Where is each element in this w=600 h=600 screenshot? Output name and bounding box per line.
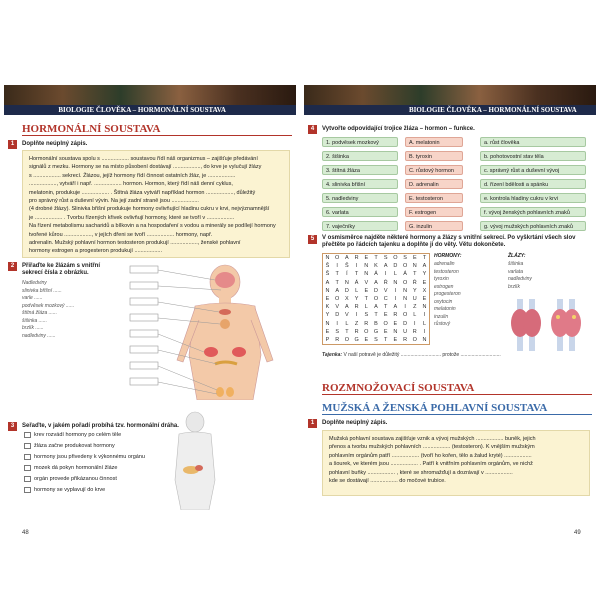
- hormone-word: melatonin: [434, 306, 456, 312]
- grid-letter[interactable]: S: [335, 328, 340, 335]
- left-page-number: 48: [22, 530, 29, 536]
- hormone-word: oxytocin: [434, 298, 453, 305]
- q3-checkbox[interactable]: [24, 465, 31, 471]
- q3-text: Seřaďte, v jakém pořadí probíhá tzv. hormonální dráha.: [22, 423, 179, 429]
- grid-letter[interactable]: O: [402, 312, 408, 319]
- grid-letter[interactable]: Á: [374, 271, 378, 278]
- grid-letter[interactable]: R: [393, 312, 398, 319]
- function-item[interactable]: c. správný růst a duševní vývoj: [480, 165, 586, 175]
- grid-letter[interactable]: A: [345, 255, 349, 261]
- hormone-item[interactable]: E. testosteron: [405, 193, 463, 203]
- q2-text: Přiřaďte ke žlázám s vnitřní sekrecí čísla z obrázku.: [22, 263, 101, 276]
- grid-letter[interactable]: X: [345, 296, 349, 302]
- hormony-list: [434, 261, 479, 329]
- hormone-word: inzulin: [434, 313, 449, 320]
- grid-letter[interactable]: R: [364, 320, 369, 327]
- q2-item: varle ......: [22, 295, 43, 301]
- gland-item[interactable]: 1. podvěsek mozkový: [322, 137, 398, 147]
- q2-number: 2: [8, 262, 17, 271]
- hormony-label: HORMONY:: [434, 253, 462, 259]
- gland-item[interactable]: 5. nadledviny: [322, 193, 398, 203]
- grid-letter[interactable]: T: [413, 271, 417, 278]
- q4-number: 4: [308, 125, 317, 134]
- tajenka-label: Tajenka:: [322, 352, 343, 358]
- gland-word: varlata: [508, 268, 524, 275]
- q2-item: nadledviny ......: [22, 332, 56, 339]
- hormone-word: testosteron: [434, 268, 459, 275]
- q3-item: hormony se vyplavují do krve: [34, 487, 106, 493]
- tajenka-sentence: V naší potravě je důležitý ............................. protože .............................: [343, 352, 501, 358]
- grid-letter[interactable]: O: [364, 328, 369, 335]
- q3-item: orgán provede přikázanou činnost: [34, 476, 117, 482]
- grid-letter[interactable]: T: [384, 304, 388, 311]
- r-q1-text: Doplňte neúplný zápis.: [322, 420, 388, 426]
- grid-letter[interactable]: Z: [413, 304, 417, 311]
- grid-letter[interactable]: P: [325, 337, 330, 343]
- grid-letter[interactable]: N: [325, 320, 330, 327]
- q3-item: hormony jsou přivedeny k výkonnému orgánu: [34, 454, 145, 460]
- grid-letter[interactable]: I: [404, 304, 406, 311]
- q3-checkbox[interactable]: [24, 476, 31, 482]
- grid-letter[interactable]: O: [335, 255, 340, 261]
- body-outline-illustration: [165, 410, 235, 510]
- r-q1-line: pohlavním orgánům patří .................. (tvoří ho kořen, tělo a žalud kryté) ..................: [329, 452, 532, 459]
- grid-letter[interactable]: Ř: [383, 279, 388, 286]
- grid-letter[interactable]: S: [374, 337, 378, 343]
- grid-letter[interactable]: R: [403, 337, 408, 343]
- thyroid-illustration: [498, 295, 590, 355]
- grid-letter[interactable]: L: [413, 312, 417, 319]
- q1-number: 1: [8, 140, 17, 149]
- r-q1-line: přenos a tvorbu mužských pohlavních .................. (testosteron). K vnějším mužským: [329, 444, 535, 451]
- grid-letter[interactable]: A: [383, 263, 388, 270]
- grid-letter[interactable]: O: [335, 296, 340, 302]
- grid-letter[interactable]: L: [422, 320, 427, 327]
- gland-word: nadledviny: [508, 276, 532, 282]
- grid-letter[interactable]: S: [403, 255, 407, 261]
- grid-letter[interactable]: Š: [345, 263, 349, 270]
- grid-letter[interactable]: I: [423, 312, 426, 319]
- q2-item: podvěsek mozkový ......: [22, 302, 75, 309]
- grid-letter[interactable]: R: [354, 328, 359, 335]
- q3-item: žláza začne produkovat hormony: [34, 443, 115, 449]
- grid-letter[interactable]: Y: [325, 312, 330, 319]
- grid-letter[interactable]: D: [403, 320, 408, 327]
- grid-letter[interactable]: I: [384, 271, 387, 278]
- q3-item: mozek dá pokyn hormonální žláze: [34, 465, 118, 471]
- q5-number: 5: [308, 235, 317, 244]
- gland-word: šišinka: [508, 261, 524, 267]
- grid-letter[interactable]: T: [345, 328, 349, 335]
- grid-letter[interactable]: N: [422, 304, 427, 311]
- label-boxes: [130, 266, 158, 385]
- q3-checkbox[interactable]: [24, 443, 31, 449]
- grid-letter[interactable]: E: [325, 296, 330, 302]
- grid-letter[interactable]: A: [393, 304, 398, 311]
- hormone-word: progesteron: [434, 291, 461, 297]
- grid-letter[interactable]: O: [393, 255, 398, 261]
- grid-letter[interactable]: T: [384, 337, 388, 343]
- q1-line: signálů z mezku. Hormony se na místo působení dostávají .................., do krve je vylučují žlázy: [29, 164, 262, 171]
- hormone-item[interactable]: G. inzulin: [405, 221, 463, 231]
- grid-letter[interactable]: T: [335, 271, 339, 278]
- q3-item: krev rozvádí hormony po celém těle: [34, 432, 122, 438]
- q1-line: s .................. sekrecí. Žlázou, jejíž hormony řídí činnost ostatních žláz, je ..................: [29, 172, 236, 179]
- grid-letter[interactable]: U: [403, 328, 408, 335]
- hormone-item[interactable]: B. tyroxin: [405, 151, 463, 161]
- grid-letter[interactable]: S: [364, 312, 369, 319]
- hormone-word: růstový: [434, 321, 451, 327]
- grid-letter[interactable]: R: [354, 255, 359, 261]
- grid-letter[interactable]: A: [374, 279, 378, 286]
- right-page-number: 49: [574, 530, 581, 536]
- hormone-word: adrenalin: [434, 261, 455, 267]
- grid-letter[interactable]: A: [422, 263, 427, 270]
- grid-letter[interactable]: Z: [354, 320, 359, 327]
- grid-letter[interactable]: N: [412, 263, 417, 270]
- human-body-illustration: [125, 260, 295, 400]
- banner-right: [304, 85, 596, 115]
- q1-line: (4 drobné žlázy). Slinivka břišní produkuje hormony ovlivňující hladinu cukru v krvi, nejvýznamnější: [29, 206, 270, 213]
- grid-letter[interactable]: O: [344, 337, 350, 343]
- grid-letter[interactable]: I: [336, 320, 338, 327]
- banner-left-title: BIOLOGIE ČLOVĚKA – HORMONÁLNÍ SOUSTAVA: [4, 105, 296, 115]
- q2-item: brzlík ......: [22, 325, 44, 331]
- grid-letter[interactable]: G: [354, 337, 359, 343]
- grid-letter[interactable]: D: [335, 312, 340, 319]
- q3-number: 3: [8, 422, 17, 431]
- q1-fill-box: [22, 150, 290, 258]
- grid-letter[interactable]: Y: [412, 287, 417, 294]
- section-rozmnozovaci: ROZMNOŽOVACÍ SOUSTAVA: [322, 382, 592, 395]
- grid-letter[interactable]: Y: [422, 271, 427, 278]
- hormone-item[interactable]: C. růstový hormon: [405, 165, 463, 175]
- hormone-word: estrogen: [434, 283, 454, 290]
- zlazy-label: ŽLÁZY:: [508, 253, 526, 259]
- grid-letter[interactable]: E: [325, 328, 330, 335]
- grid-letter[interactable]: N: [325, 255, 330, 261]
- grid-letter[interactable]: Š: [325, 263, 330, 270]
- grid-letter[interactable]: N: [364, 271, 369, 278]
- grid-letter[interactable]: D: [344, 287, 349, 294]
- grid-letter[interactable]: T: [374, 312, 378, 319]
- grid-letter[interactable]: D: [374, 287, 378, 294]
- grid-letter[interactable]: A: [335, 287, 340, 294]
- grid-letter[interactable]: R: [354, 304, 359, 311]
- grid-letter[interactable]: E: [422, 279, 427, 286]
- grid-letter[interactable]: N: [403, 287, 408, 294]
- q3-checkbox[interactable]: [24, 432, 31, 438]
- banner-right-title: BIOLOGIE ČLOVĚKA – HORMONÁLNÍ SOUSTAVA: [304, 105, 596, 115]
- grid-letter[interactable]: L: [364, 304, 368, 311]
- grid-letter[interactable]: N: [393, 279, 398, 286]
- grid-letter[interactable]: E: [383, 328, 388, 335]
- q3-checkbox[interactable]: [24, 487, 31, 493]
- q5-text: V osmisměrce najděte některé hormony a žlázy s vnitřní sekrecí. Po vyškrtání všech slov přečtěte po řádcích tajenku a doplňte ji do věty. Větu dokončete.: [322, 235, 576, 248]
- gland-item[interactable]: 2. šišinka: [322, 151, 398, 161]
- r-q1-line: Mužská pohlavní soustava zajišťuje vznik a vývoj mužských .................. buněk, jejich: [329, 436, 536, 442]
- grid-letter[interactable]: Í: [346, 271, 348, 278]
- hormone-item[interactable]: F. estrogen: [405, 207, 463, 217]
- function-item[interactable]: g. vývoj mužských pohlavních znaků: [480, 221, 586, 231]
- q1-line: .................., vytváří i např. .................. hormon. Hormon, který řídí náš denní cyklus,: [29, 181, 233, 188]
- grid-letter[interactable]: E: [364, 255, 369, 261]
- q1-line: adrenalin. Mužský pohlavní hormon testosteron produkují .................., ženské pohlavní: [29, 240, 241, 247]
- hormone-item[interactable]: D. adrenalin: [405, 179, 463, 189]
- grid-letter[interactable]: L: [355, 287, 359, 294]
- grid-letter[interactable]: N: [344, 279, 349, 286]
- grid-letter[interactable]: S: [383, 255, 388, 261]
- q2-item: slinivka břišní ......: [22, 287, 62, 294]
- left-section-title: HORMONÁLNÍ SOUSTAVA: [22, 123, 292, 136]
- q1-line: Na řízení metabolismu sacharidů a bílkovin a na hospodaření s vodou a minerály se podílejí hormony: [29, 223, 276, 230]
- grid-letter[interactable]: E: [412, 255, 417, 261]
- grid-letter[interactable]: Š: [325, 271, 330, 278]
- function-item[interactable]: f. vývoj ženských pohlavních znaků: [480, 207, 586, 217]
- grid-letter[interactable]: V: [383, 287, 388, 294]
- function-item[interactable]: d. řízení bdělosti a spánku: [480, 179, 586, 189]
- grid-letter[interactable]: G: [373, 328, 379, 335]
- grid-letter[interactable]: A: [374, 304, 378, 311]
- grid-letter[interactable]: O: [383, 320, 388, 327]
- function-item[interactable]: b. pohotovostní stav těla: [480, 151, 586, 161]
- grid-letter[interactable]: N: [325, 287, 330, 294]
- grid-letter[interactable]: O: [373, 296, 379, 302]
- grid-letter[interactable]: E: [364, 337, 369, 343]
- grid-letter[interactable]: E: [393, 337, 398, 343]
- gland-item[interactable]: 4. slinivka břišní: [322, 179, 398, 189]
- grid-letter[interactable]: T: [422, 255, 427, 261]
- q1-line: tvořené kůrou .................., v jejích dřeni se tvoří .................. hormony, např.: [29, 231, 213, 238]
- grid-letter[interactable]: Á: [354, 279, 359, 286]
- q2-item: šišinka ......: [22, 317, 48, 324]
- section-pohlavni: MUŽSKÁ A ŽENSKÁ POHLAVNÍ SOUSTAVA: [322, 402, 592, 415]
- grid-letter[interactable]: I: [394, 287, 397, 294]
- q1-text: Doplňte neúplný zápis.: [22, 141, 88, 147]
- grid-letter[interactable]: L: [345, 320, 349, 327]
- grid-letter[interactable]: D: [393, 263, 398, 270]
- grid-letter[interactable]: A: [345, 304, 349, 311]
- grid-letter[interactable]: K: [374, 263, 378, 270]
- q1-line: je .................. . Tvorbu řízených křivek ovlivňují hormony, které se tvoří v ..................: [29, 214, 235, 221]
- grid-letter[interactable]: I: [355, 263, 358, 270]
- hormone-item[interactable]: A. melatonin: [405, 137, 463, 147]
- grid-letter[interactable]: I: [423, 328, 426, 335]
- grid-letter[interactable]: T: [364, 296, 368, 302]
- grid-letter[interactable]: X: [422, 287, 427, 294]
- grid-letter[interactable]: V: [345, 312, 349, 319]
- function-item[interactable]: e. kontrola hladiny cukru v krvi: [480, 193, 586, 203]
- grid-letter[interactable]: E: [393, 320, 398, 327]
- grid-letter[interactable]: N: [422, 337, 427, 343]
- tajenka-row: [322, 352, 501, 360]
- word-search-grid[interactable]: [322, 253, 430, 345]
- grid-letter[interactable]: I: [355, 312, 358, 319]
- r-q1-fill-box: [322, 430, 590, 496]
- grid-letter[interactable]: B: [374, 320, 378, 327]
- r-q1-number: 1: [308, 419, 317, 428]
- q3-checkbox[interactable]: [24, 454, 31, 460]
- gland-item[interactable]: 7. vaječníky: [322, 221, 398, 231]
- grid-letter[interactable]: K: [325, 304, 330, 311]
- banner-left: [4, 85, 296, 115]
- q1-line: pro správný růst a duševní vývin. Na její zadní straně jsou ..................: [29, 198, 199, 205]
- grid-letter[interactable]: R: [335, 337, 340, 343]
- grid-letter[interactable]: O: [402, 279, 408, 286]
- grid-letter[interactable]: E: [422, 296, 427, 302]
- grid-letter[interactable]: U: [412, 296, 417, 302]
- grid-letter[interactable]: E: [364, 287, 369, 294]
- grid-letter[interactable]: N: [393, 328, 398, 335]
- grid-letter[interactable]: O: [412, 337, 417, 343]
- grid-letter[interactable]: I: [336, 263, 338, 270]
- gland-item[interactable]: 3. štítná žláza: [322, 165, 398, 175]
- q2-list: [22, 280, 112, 340]
- hormone-word: tyroxin: [434, 276, 449, 282]
- q2-item: štítná žláza ......: [22, 310, 58, 316]
- grid-letter[interactable]: A: [325, 279, 330, 286]
- r-q1-line: a šourek, ve kterém jsou .................. . Patří k vnitřním pohlavním orgánům, ve nichž: [329, 461, 533, 468]
- grid-letter[interactable]: O: [402, 263, 408, 270]
- grid-letter[interactable]: N: [364, 263, 369, 270]
- q4-text: Vytvořte odpovídající trojice žláza – hormon – funkce.: [322, 126, 475, 132]
- grid-letter[interactable]: Ř: [412, 279, 417, 286]
- grid-letter[interactable]: T: [374, 255, 378, 261]
- grid-letter[interactable]: L: [393, 271, 397, 278]
- grid-letter[interactable]: I: [394, 296, 397, 302]
- r-q1-line: pohlavní buňky .................. , které se shromažďují a dozrávají v ..................: [329, 469, 513, 476]
- q1-line: hormony estrogen a progesteron produkují ..................: [29, 248, 162, 255]
- grid-letter[interactable]: T: [354, 271, 359, 278]
- grid-letter[interactable]: Y: [354, 296, 359, 302]
- q2-item: Nadledviny: [22, 280, 47, 286]
- grid-letter[interactable]: C: [383, 296, 388, 302]
- grid-letter[interactable]: E: [383, 312, 388, 319]
- function-item[interactable]: a. růst člověka: [480, 137, 586, 147]
- grid-letter[interactable]: T: [335, 279, 339, 286]
- grid-letter[interactable]: V: [364, 279, 369, 286]
- gland-item[interactable]: 6. varlata: [322, 207, 398, 217]
- grid-letter[interactable]: V: [335, 304, 340, 311]
- grid-letter[interactable]: Á: [403, 271, 407, 278]
- gland-word: brzlík: [508, 283, 520, 290]
- q1-line: Hormonální soustava spolu s .................. soustavou řídí náš organizmus – zajišťuje předávání: [29, 156, 258, 162]
- grid-letter[interactable]: I: [414, 320, 416, 327]
- zlazy-list: [508, 261, 558, 291]
- grid-letter[interactable]: N: [403, 296, 408, 302]
- q1-line: melatonin, produkuje .................. . Štítná žláza vytváří například hormon .................., důležitý: [29, 189, 256, 196]
- grid-letter[interactable]: R: [412, 328, 417, 335]
- r-q1-line: kde se dostávají .................. do močové trubice.: [329, 478, 446, 485]
